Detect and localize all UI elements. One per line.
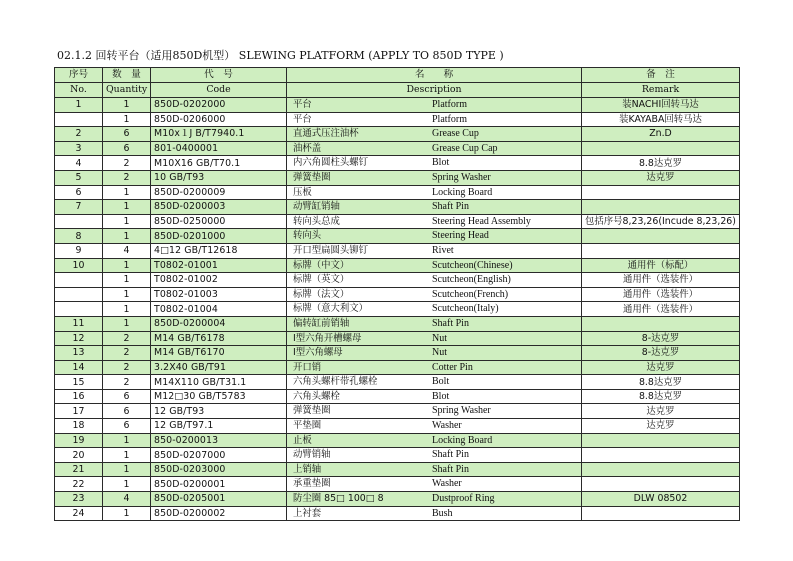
table-row: [55, 258, 740, 273]
row-code: 850D-0200001: [151, 477, 287, 492]
row-remark: [582, 506, 740, 521]
row-number: [55, 302, 103, 317]
row-description-cn: 油杯盖: [293, 142, 322, 154]
row-code: T0802-01004: [151, 302, 287, 317]
section-heading: 02.1.2 回转平台（适用850D机型） SLEWING PLATFORM (APPLY TO 850D TYPE ): [57, 49, 504, 62]
row-description-cn: 上销轴: [293, 463, 322, 475]
row-quantity: 1: [103, 185, 151, 200]
row-description-cn: 直通式压注油杯: [293, 128, 359, 140]
row-description-en: Rivet: [432, 244, 454, 256]
row-code: 850D-0200004: [151, 316, 287, 331]
row-description-cn: 六角头螺杆带孔螺栓: [293, 376, 378, 388]
row-number: 2: [55, 127, 103, 142]
row-description: [287, 214, 582, 229]
row-remark: 达克罗: [582, 360, 740, 375]
table-row: [55, 331, 740, 346]
row-remark: Zn.D: [582, 127, 740, 142]
row-quantity: 4: [103, 492, 151, 507]
row-number: 3: [55, 141, 103, 156]
table-row: [55, 404, 740, 419]
row-quantity: 6: [103, 127, 151, 142]
table-header: [55, 68, 740, 98]
row-number: 15: [55, 375, 103, 390]
row-description-cn: Ⅰ型六角开槽螺母: [293, 332, 362, 344]
table-row: [55, 214, 740, 229]
table-row: [55, 389, 740, 404]
row-description: [287, 433, 582, 448]
row-code: M12□30 GB/T5783: [151, 389, 287, 404]
row-description: [287, 375, 582, 390]
row-description: [287, 389, 582, 404]
row-remark: 包括序号8,23,26(Incude 8,23,26): [582, 214, 740, 229]
row-code: 850-0200013: [151, 433, 287, 448]
header-desc-en: Description: [287, 83, 582, 98]
row-code: M14X110 GB/T31.1: [151, 375, 287, 390]
row-number: 24: [55, 506, 103, 521]
row-code: 850D-0203000: [151, 462, 287, 477]
row-remark: [582, 243, 740, 258]
table-row: [55, 316, 740, 331]
row-quantity: 4: [103, 243, 151, 258]
row-description: [287, 477, 582, 492]
row-number: [55, 214, 103, 229]
row-description-cn: 转向头总成: [293, 215, 340, 227]
row-description-en: Bolt: [432, 376, 450, 388]
row-number: [55, 273, 103, 288]
row-description-en: Blot: [432, 390, 450, 402]
row-description-cn: 开口销: [293, 361, 322, 373]
header-no-en: No.: [55, 83, 103, 98]
row-description: [287, 98, 582, 113]
row-number: 22: [55, 477, 103, 492]
row-remark: 装KAYABA回转马达: [582, 112, 740, 127]
row-remark: 通用件（选装件）: [582, 273, 740, 288]
row-code: 850D-0200009: [151, 185, 287, 200]
row-description: [287, 185, 582, 200]
row-quantity: 2: [103, 170, 151, 185]
row-description-cn: 标牌（法文）: [293, 288, 350, 300]
row-description-en: Washer: [432, 420, 462, 432]
row-code: 850D-0200002: [151, 506, 287, 521]
row-number: 1: [55, 98, 103, 113]
table-row: [55, 448, 740, 463]
row-description: [287, 273, 582, 288]
header-remark-en: Remark: [582, 83, 740, 98]
row-description: [287, 448, 582, 463]
row-quantity: 1: [103, 258, 151, 273]
row-quantity: 1: [103, 462, 151, 477]
row-remark: 8.8达克罗: [582, 156, 740, 171]
header-remark-cn: 备 注: [582, 68, 740, 83]
row-remark: 8-达克罗: [582, 331, 740, 346]
row-number: 16: [55, 389, 103, 404]
table-row: [55, 462, 740, 477]
row-remark: [582, 200, 740, 215]
row-quantity: 6: [103, 404, 151, 419]
row-description: [287, 156, 582, 171]
row-description: [287, 506, 582, 521]
table-row: [55, 127, 740, 142]
header-code-cn: 代 号: [151, 68, 287, 83]
row-quantity: 1: [103, 316, 151, 331]
row-quantity: 1: [103, 112, 151, 127]
row-remark: DLW 08502: [582, 492, 740, 507]
row-number: 18: [55, 419, 103, 434]
row-number: 9: [55, 243, 103, 258]
row-description: [287, 316, 582, 331]
row-remark: [582, 477, 740, 492]
row-quantity: 2: [103, 331, 151, 346]
row-code: 850D-0250000: [151, 214, 287, 229]
table-row: [55, 346, 740, 361]
table-row: [55, 506, 740, 521]
row-description-en: Scutcheon(French): [432, 288, 509, 300]
row-description-cn: 弹簧垫圈: [293, 405, 331, 417]
row-description-en: Shaft Pin: [432, 317, 469, 329]
table-row: [55, 477, 740, 492]
row-number: 21: [55, 462, 103, 477]
table-row: [55, 185, 740, 200]
row-number: 12: [55, 331, 103, 346]
row-code: 3.2X40 GB/T91: [151, 360, 287, 375]
row-description-cn: 六角头螺栓: [293, 390, 340, 402]
row-quantity: 1: [103, 302, 151, 317]
table-row: [55, 375, 740, 390]
table-body: [55, 98, 740, 521]
row-quantity: 1: [103, 273, 151, 288]
row-code: M10x１J B/T7940.1: [151, 127, 287, 142]
row-number: 17: [55, 404, 103, 419]
table-row: [55, 156, 740, 171]
row-number: 4: [55, 156, 103, 171]
table-row: [55, 360, 740, 375]
row-remark: [582, 229, 740, 244]
row-description: [287, 331, 582, 346]
row-description-cn: 上衬套: [293, 507, 322, 519]
row-remark: 达克罗: [582, 170, 740, 185]
row-number: 5: [55, 170, 103, 185]
row-number: [55, 112, 103, 127]
row-quantity: 1: [103, 229, 151, 244]
row-quantity: 1: [103, 506, 151, 521]
row-description: [287, 302, 582, 317]
row-code: M14 GB/T6170: [151, 346, 287, 361]
row-description: [287, 229, 582, 244]
row-description-cn: 标牌（意大利文）: [293, 303, 369, 315]
table-row: [55, 302, 740, 317]
row-description-cn: 弹簧垫圈: [293, 171, 331, 183]
row-number: 10: [55, 258, 103, 273]
row-description-cn: Ⅰ型六角螺母: [293, 347, 343, 359]
row-remark: [582, 316, 740, 331]
row-code: 850D-0205001: [151, 492, 287, 507]
row-description: [287, 360, 582, 375]
table-row: [55, 419, 740, 434]
row-description-cn: 止板: [293, 434, 312, 446]
row-remark: 通用件（选装件）: [582, 302, 740, 317]
row-description-en: Nut: [432, 347, 447, 359]
row-description-en: Grease Cup: [432, 128, 479, 140]
row-quantity: 2: [103, 346, 151, 361]
row-code: 12 GB/T93: [151, 404, 287, 419]
row-description-en: Spring Washer: [432, 171, 491, 183]
row-description-en: Shaft Pin: [432, 201, 469, 213]
row-code: 850D-0206000: [151, 112, 287, 127]
row-number: 13: [55, 346, 103, 361]
row-code: T0802-01001: [151, 258, 287, 273]
row-description-cn: 动臂缸销轴: [293, 201, 340, 213]
row-quantity: 1: [103, 214, 151, 229]
row-description: [287, 141, 582, 156]
row-remark: 达克罗: [582, 419, 740, 434]
table-row: [55, 243, 740, 258]
header-qty-en: Quantity: [103, 83, 151, 98]
row-description-cn: 承重垫圈: [293, 478, 331, 490]
row-description: [287, 112, 582, 127]
table-row: [55, 492, 740, 507]
row-number: 8: [55, 229, 103, 244]
row-code: 850D-0200003: [151, 200, 287, 215]
row-remark: 达克罗: [582, 404, 740, 419]
row-description: [287, 346, 582, 361]
row-description-cn: 转向头: [293, 230, 322, 242]
row-description-en: Steering Head: [432, 230, 489, 242]
row-description-cn: 动臂销轴: [293, 449, 331, 461]
row-quantity: 1: [103, 200, 151, 215]
row-remark: 通用件（选装件）: [582, 287, 740, 302]
row-description-en: Platform: [432, 99, 467, 110]
row-description-en: Scutcheon(Chinese): [432, 259, 513, 271]
row-quantity: 1: [103, 477, 151, 492]
row-description: [287, 170, 582, 185]
row-description-en: Scutcheon(English): [432, 274, 511, 286]
table-row: [55, 229, 740, 244]
row-description: [287, 127, 582, 142]
row-remark: [582, 433, 740, 448]
row-quantity: 1: [103, 98, 151, 113]
row-number: 19: [55, 433, 103, 448]
row-description: [287, 404, 582, 419]
row-number: 20: [55, 448, 103, 463]
row-quantity: 1: [103, 287, 151, 302]
table-row: [55, 112, 740, 127]
row-quantity: 6: [103, 141, 151, 156]
row-description-cn: 内六角圆柱头螺钉: [293, 157, 369, 169]
row-remark: [582, 141, 740, 156]
row-remark: [582, 462, 740, 477]
row-code: T0802-01002: [151, 273, 287, 288]
row-description-en: Locking Board: [432, 434, 493, 446]
row-description-cn: 偏转缸前销轴: [293, 317, 350, 329]
table-row: [55, 98, 740, 113]
row-description-en: Locking Board: [432, 186, 493, 198]
row-description-en: Spring Washer: [432, 405, 491, 417]
row-description-cn: 防尘圈 85□ 100□ 8: [293, 493, 384, 505]
row-code: 850D-0201000: [151, 229, 287, 244]
row-remark: 8.8达克罗: [582, 389, 740, 404]
header-qty-cn: 数 量: [103, 68, 151, 83]
row-code: T0802-01003: [151, 287, 287, 302]
row-description-en: Scutcheon(Italy): [432, 303, 499, 315]
row-number: 23: [55, 492, 103, 507]
row-description-en: Bush: [432, 507, 453, 519]
header-code-en: Code: [151, 83, 287, 98]
row-description-cn: 平台: [293, 113, 312, 125]
row-code: 4□12 GB/T12618: [151, 243, 287, 258]
table-row: [55, 273, 740, 288]
table-row: [55, 287, 740, 302]
row-code: 801-0400001: [151, 141, 287, 156]
row-code: 850D-0202000: [151, 98, 287, 113]
row-quantity: 6: [103, 389, 151, 404]
row-description: [287, 462, 582, 477]
row-description-cn: 压板: [293, 186, 312, 198]
row-code: 850D-0207000: [151, 448, 287, 463]
row-description-cn: 平台: [293, 99, 312, 110]
header-no-cn: 序号: [55, 68, 103, 83]
row-description-en: Washer: [432, 478, 462, 490]
row-description: [287, 243, 582, 258]
row-remark: 装NACHI回转马达: [582, 98, 740, 113]
row-description-cn: 标牌（中文）: [293, 259, 350, 271]
row-description-cn: 开口型扁圆头铆钉: [293, 244, 369, 256]
header-desc-cn: 名 称: [287, 68, 582, 83]
row-code: M10X16 GB/T70.1: [151, 156, 287, 171]
parts-table: [54, 67, 740, 521]
row-description-en: Grease Cup Cap: [432, 142, 498, 154]
row-quantity: 1: [103, 448, 151, 463]
row-description-en: Nut: [432, 332, 447, 344]
row-description-cn: 平垫圈: [293, 420, 322, 432]
row-description: [287, 419, 582, 434]
row-remark: 8-达克罗: [582, 346, 740, 361]
row-description-en: Steering Head Assembly: [432, 215, 531, 227]
row-quantity: 2: [103, 360, 151, 375]
row-quantity: 2: [103, 156, 151, 171]
row-description-en: Shaft Pin: [432, 449, 469, 461]
row-remark: 通用件（标配）: [582, 258, 740, 273]
row-description-cn: 标牌（英文）: [293, 274, 350, 286]
table-row: [55, 200, 740, 215]
row-quantity: 1: [103, 433, 151, 448]
row-code: M14 GB/T6178: [151, 331, 287, 346]
row-description-en: Shaft Pin: [432, 463, 469, 475]
row-number: 7: [55, 200, 103, 215]
table-row: [55, 170, 740, 185]
row-code: 12 GB/T97.1: [151, 419, 287, 434]
row-remark: [582, 185, 740, 200]
row-number: 11: [55, 316, 103, 331]
row-description: [287, 492, 582, 507]
row-description: [287, 258, 582, 273]
row-number: [55, 287, 103, 302]
row-code: 10 GB/T93: [151, 170, 287, 185]
row-description-en: Blot: [432, 157, 450, 169]
row-description-en: Dustproof Ring: [432, 493, 495, 505]
table-row: [55, 433, 740, 448]
row-description: [287, 200, 582, 215]
row-quantity: 2: [103, 375, 151, 390]
row-number: 14: [55, 360, 103, 375]
row-quantity: 6: [103, 419, 151, 434]
row-remark: [582, 448, 740, 463]
row-number: 6: [55, 185, 103, 200]
row-remark: 8.8达克罗: [582, 375, 740, 390]
row-description: [287, 287, 582, 302]
table-row: [55, 141, 740, 156]
row-description-en: Platform: [432, 113, 467, 125]
row-description-en: Cotter Pin: [432, 361, 473, 373]
